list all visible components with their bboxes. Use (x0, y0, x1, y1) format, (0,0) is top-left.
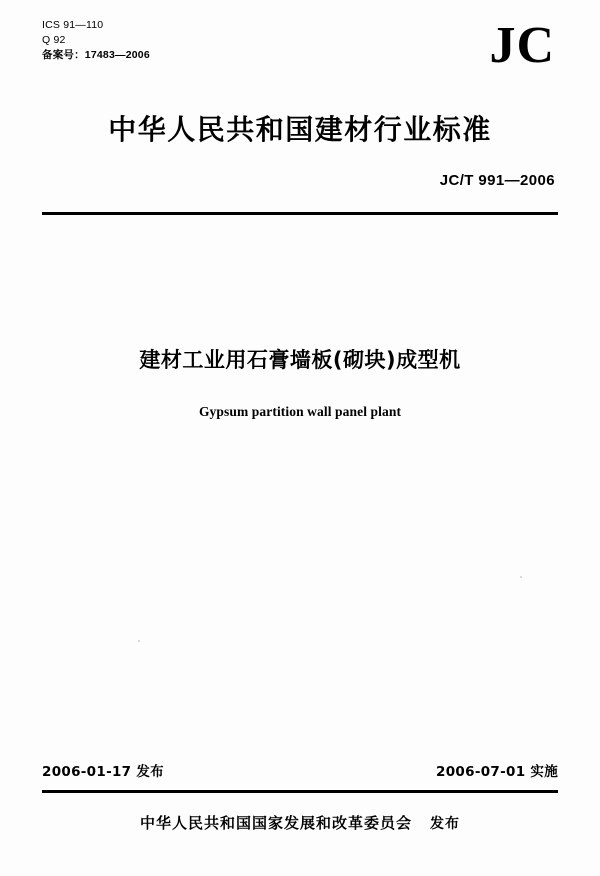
issuing-authority (0, 812, 600, 833)
header-divider (42, 212, 558, 215)
identification-block (42, 18, 150, 64)
document-title-cn: 建材工业用石膏墙板(砌块)成型机 (139, 348, 461, 372)
date-row (42, 760, 558, 780)
ics-code: ICS 91—110 (42, 19, 104, 31)
scan-speck (520, 576, 522, 578)
issuing-authority-name: 中华人民共和国国家发展和改革委员会 (139, 814, 412, 832)
standard-number: JC/T 991—2006 (439, 172, 555, 189)
issuing-authority-suffix: 发布 (430, 816, 460, 832)
jc-logo: JC (489, 17, 555, 74)
classification-code: Q 92 (42, 34, 66, 47)
effective-date: 2006-07-01 实施 (436, 764, 558, 780)
national-standard-title: 中华人民共和国建材行业标准 (108, 113, 492, 146)
document-title-en: Gypsum partition wall panel plant (198, 404, 402, 419)
footer-divider (42, 790, 558, 793)
record-number: 备案号：17483—2006 (42, 49, 150, 62)
issue-date: 2006-01-17 发布 (42, 764, 164, 780)
scan-speck (138, 640, 140, 642)
